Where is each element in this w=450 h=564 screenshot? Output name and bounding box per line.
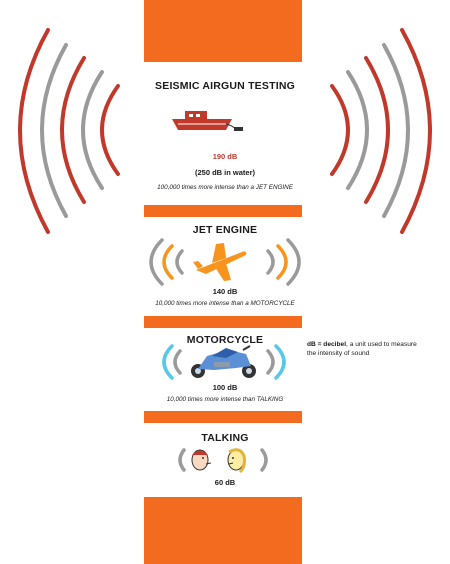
seismic-waves-left	[20, 30, 118, 232]
seismic-waves-right	[332, 30, 430, 232]
talking-title: TALKING	[201, 432, 249, 444]
decibel-term: dB = decibel	[307, 341, 347, 348]
decibel-explanation: , a unit used to measure the intensity of sound	[307, 341, 417, 357]
talking-db: 60 dB	[214, 478, 236, 487]
airplane-icon	[193, 243, 246, 281]
motorcycle-db: 100 dB	[212, 383, 238, 392]
seismic-title: SEISMIC AIRGUN TESTING	[155, 80, 295, 92]
talking-faces-icon	[192, 450, 245, 472]
seismic-db: 190 dB	[212, 152, 238, 161]
decibel-definition	[307, 340, 427, 358]
jet-title: JET ENGINE	[192, 224, 258, 236]
jet-db: 140 dB	[212, 287, 238, 296]
motorcycle-icon	[191, 346, 256, 378]
motorcycle-comparison: 10,000 times more intense than TALKING	[166, 396, 284, 403]
seismic-comparison: 100,000 times more intense than a JET ENGINE	[157, 184, 293, 191]
jet-comparison: 10,000 times more intense than a MOTORCYCLE	[155, 300, 295, 307]
motorcycle-title: MOTORCYCLE	[186, 334, 264, 346]
seismic-db-water: (250 dB in water)	[194, 168, 255, 177]
ship-icon	[172, 111, 243, 131]
